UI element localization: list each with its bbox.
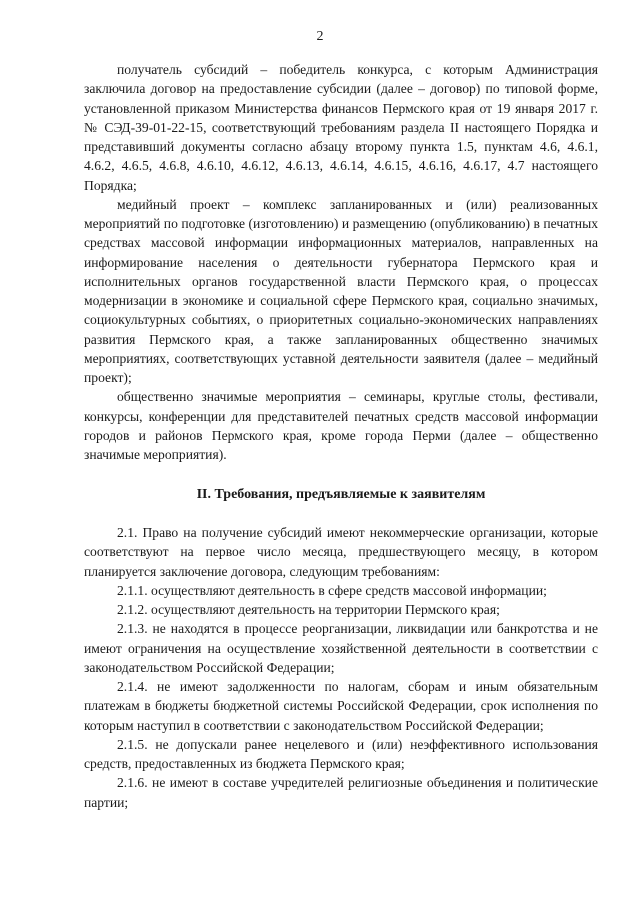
- requirement-paragraph: 2.1. Право на получение субсидий имеют некоммерческие организации, которые соответствуют на первое число месяца, предшествующего месяцу, в котором планируется заключение договора, следующим требованиям:: [84, 525, 598, 579]
- definitions-block: [84, 60, 598, 464]
- definition-paragraph: медийный проект – комплекс запланированных и (или) реализованных мероприятий по подготовке (изготовлению) и размещению (опубликованию) в печатных средствах массовой информации информационных материалов, направленных на информирование населения о деятельности губернатора Пермского края и исполнительных органов государственной власти Пермского края, о процессах модернизации в экономике и социальной сфере Пермского края, социально значимых, социокультурных событиях, о приоритетных социально-экономических направлениях развития Пермского края, а также запланированных общественно значимых мероприятиях, соответствующих уставной деятельности заявителя (далее – медийный проект);: [84, 196, 598, 385]
- definition-paragraph: получатель субсидий – победитель конкурса, с которым Администрация заключила договор на предоставление субсидии (далее – договор) по типовой форме, установленной приказом Министерства финансов Пермского края от 19 января 2017 г. № СЭД-39-01-22-15, соответствующий требованиям раздела II настоящего Порядка и представивший документы согласно абзацу второму пункта 1.5, пунктам 4.6, 4.6.1, 4.6.2, 4.6.5, 4.6.8, 4.6.10, 4.6.12, 4.6.13, 4.6.14, 4.6.15, 4.6.16, 4.6.17, 4.7 настоящего Порядка;: [84, 62, 598, 193]
- section-heading: II. Требования, предъявляемые к заявителям: [196, 487, 486, 502]
- requirement-paragraph: 2.1.5. не допускали ранее нецелевого и (или) неэффективного использования средств, предоставленных из бюджета Пермского края;: [84, 736, 598, 771]
- definition-paragraph: общественно значимые мероприятия – семинары, круглые столы, фестивали, конкурсы, конференции для представителей печатных средств массовой информации городов и районов Пермского края, кроме города Перми (далее – общественно значимые мероприятия).: [84, 389, 598, 462]
- requirement-paragraph: 2.1.4. не имеют задолженности по налогам, сборам и иным обязательным платежам в бюджеты бюджетной системы Российской Федерации, срок исполнения по которым наступил в соответствии с законодательством Российской Федерации;: [84, 679, 598, 733]
- requirement-paragraph: 2.1.2. осуществляют деятельность на территории Пермского края;: [117, 602, 500, 617]
- requirement-paragraph: 2.1.1. осуществляют деятельность в сфере средств массовой информации;: [117, 582, 547, 598]
- requirement-paragraph: 2.1.6. не имеют в составе учредителей религиозные объединения и политические партии;: [84, 775, 598, 810]
- page-number: 2: [316, 29, 324, 44]
- requirement-paragraph: 2.1.3. не находятся в процессе реорганизации, ликвидации или банкротства и не имеют ограничения на осуществление хозяйственной деятельности в соответствии с законодательством Российской Федерации;: [84, 621, 598, 675]
- requirements-block: [84, 523, 598, 812]
